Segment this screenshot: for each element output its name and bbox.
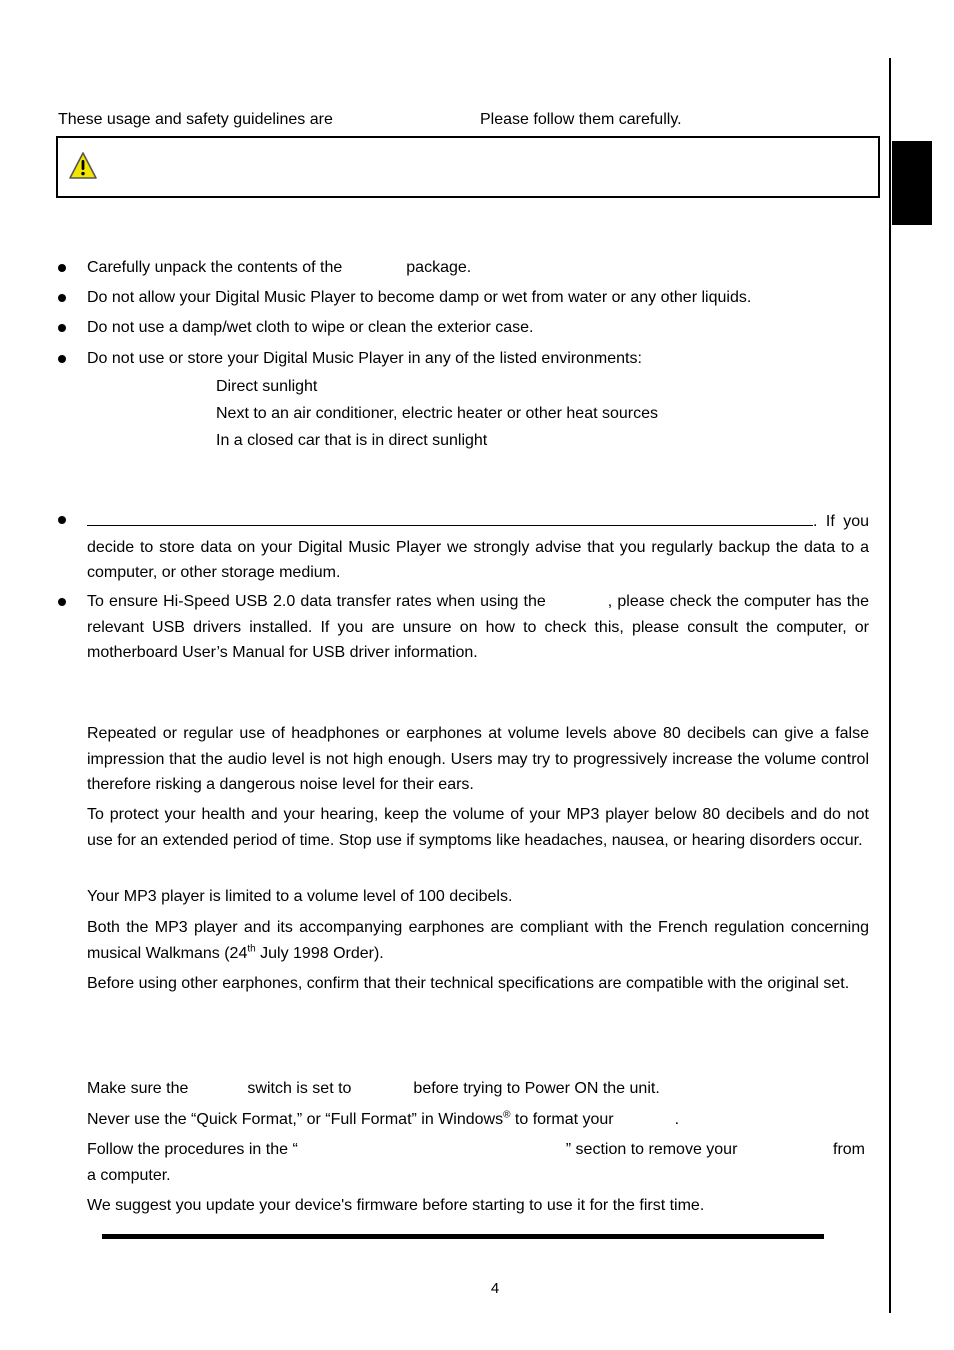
environment-item: In a closed car that is in direct sunlight	[216, 432, 488, 449]
hearing-paragraph-5: Before using other earphones, confirm that their technical specifications are compatible with the original set.	[87, 975, 850, 992]
note-format: Never use the “Quick Format,” or “Full Format” in Windows® to format your .	[87, 1109, 680, 1128]
underlined-blank	[87, 507, 813, 526]
hearing-paragraph-4: Both the MP3 player and its accompanying earphones are compliant with the French regulation concerning musical Walkmans (24th July 1998 Order).	[87, 919, 869, 962]
data-storage-note: . If you decide to store data on your Digital Music Player we strongly advise that you regularly backup the data to a computer, or other storage medium.	[87, 507, 869, 586]
list-item: Do not allow your Digital Music Player to become damp or wet from water or any other liquids.	[87, 289, 752, 306]
warning-box	[56, 136, 880, 198]
hearing-paragraph-2: To protect your health and your hearing, keep the volume of your MP3 player below 80 decibels and do not use for an extended period of time. Stop use if symptoms like headaches, nausea, or hearing disorders occur.	[87, 806, 869, 849]
usb-transfer-note: To ensure Hi-Speed USB 2.0 data transfer rates when using the , please check the computer has the relevant USB drivers installed. If you are unsure on how to check this, please consult the computer, or motherboard User’s Manual for USB driver information.	[87, 593, 869, 661]
hearing-paragraph-3: Your MP3 player is limited to a volume level of 100 decibels.	[87, 888, 513, 905]
bullet	[58, 598, 66, 606]
list-item: Carefully unpack the contents of the package.	[87, 259, 472, 276]
note-remove-cont: a computer.	[87, 1167, 171, 1184]
note-remove-from: from	[833, 1141, 865, 1158]
intro-text-start: These usage and safety guidelines are	[58, 111, 333, 128]
page-number: 4	[490, 1280, 500, 1297]
note-remove: Follow the procedures in the “ ” section to remove your	[87, 1141, 738, 1158]
warning-triangle-icon	[68, 151, 98, 181]
footer-rule	[102, 1234, 824, 1239]
environment-item: Direct sunlight	[216, 378, 318, 395]
note-switch: Make sure the switch is set to before trying to Power ON the unit.	[87, 1080, 660, 1097]
section-tab-marker	[892, 141, 932, 225]
environment-item: Next to an air conditioner, electric heater or other heat sources	[216, 405, 659, 422]
bullet	[58, 516, 66, 524]
intro-text-end: Please follow them carefully.	[480, 111, 682, 128]
bullet	[58, 264, 66, 272]
list-item: Do not use or store your Digital Music Player in any of the listed environments:	[87, 350, 642, 367]
note-firmware: We suggest you update your device's firmware before starting to use it for the first time.	[87, 1197, 705, 1214]
bullet	[58, 324, 66, 332]
right-margin-rule	[889, 58, 891, 1313]
list-item: Do not use a damp/wet cloth to wipe or clean the exterior case.	[87, 319, 534, 336]
hearing-paragraph-1: Repeated or regular use of headphones or earphones at volume levels above 80 decibels can give a false impression that the audio level is not high enough. Users may try to progressively increase the volume control therefore risking a dangerous noise level for their ears.	[87, 725, 869, 793]
bullet	[58, 294, 66, 302]
bullet	[58, 355, 66, 363]
